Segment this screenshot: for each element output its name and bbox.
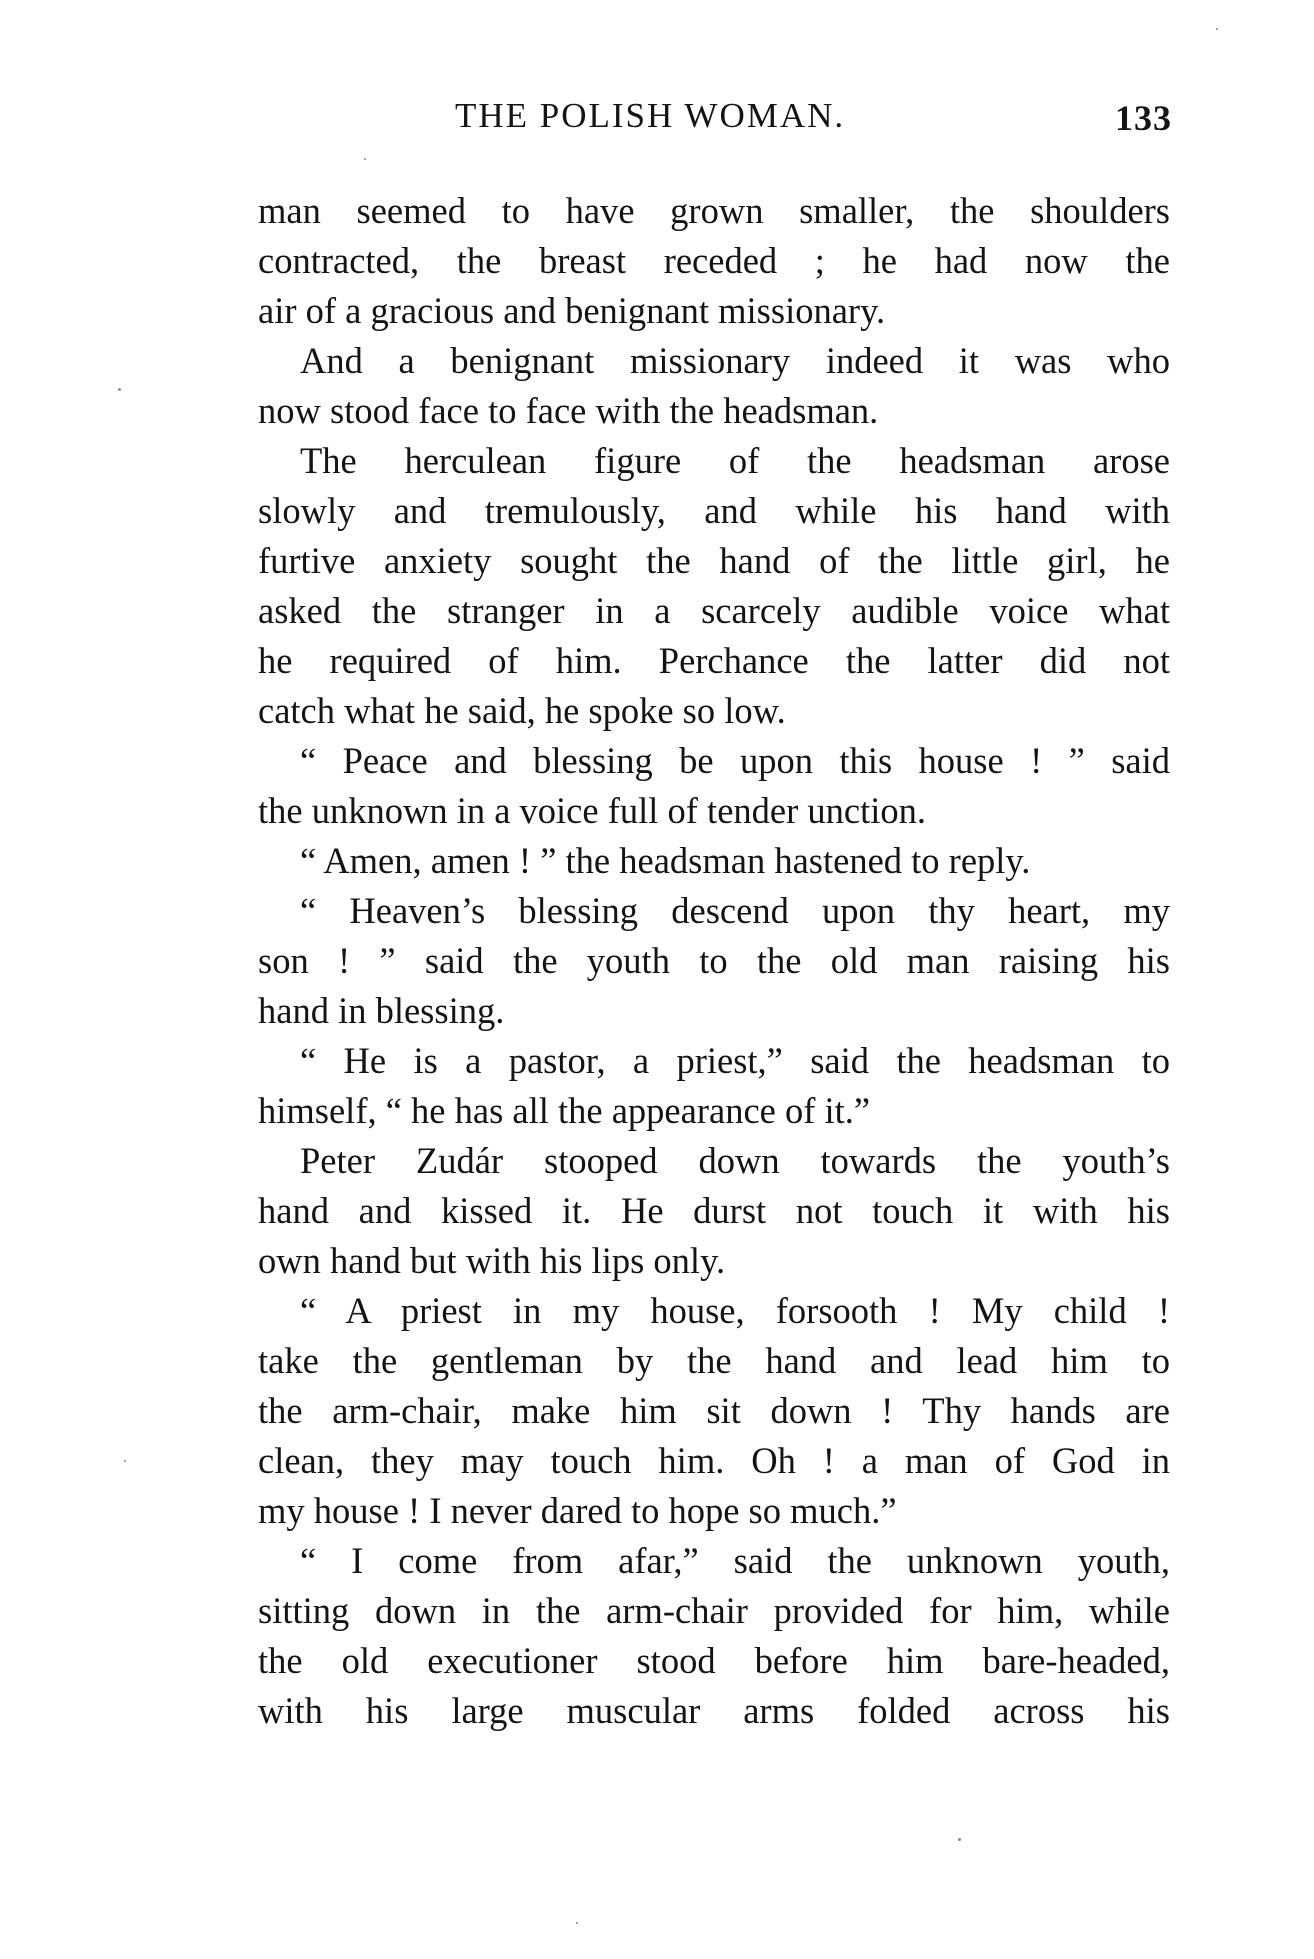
text-line: my house ! I never dared to hope so much.” — [258, 1490, 897, 1531]
text-line: contracted, the breast receded ; he had now the — [258, 240, 1170, 281]
text-line: “ A priest in my house, forsooth ! My child ! — [300, 1290, 1170, 1331]
text-line: slowly and tremulously, and while his hand with — [258, 490, 1170, 531]
scan-speck — [576, 1922, 578, 1924]
paragraph — [216, 336, 1170, 436]
text-line: “ He is a pastor, a priest,” said the headsman to — [300, 1040, 1170, 1081]
scan-speck — [118, 388, 121, 391]
text-line: he required of him. Perchance the latter did not — [258, 640, 1170, 681]
text-line: with his large muscular arms folded across his — [258, 1690, 1170, 1731]
text-line: hand in blessing. — [258, 990, 505, 1031]
text-line: asked the stranger in a scarcely audible voice what — [258, 590, 1170, 631]
paragraph — [216, 436, 1170, 736]
text-line: man seemed to have grown smaller, the shoulders — [258, 190, 1170, 231]
body-text — [216, 186, 1170, 1736]
running-head — [0, 96, 1314, 136]
paragraph — [216, 186, 1170, 336]
text-line: furtive anxiety sought the hand of the little girl, he — [258, 540, 1170, 581]
text-line: take the gentleman by the hand and lead him to — [258, 1340, 1170, 1381]
scan-speck — [958, 1838, 961, 1841]
paragraph — [216, 1286, 1170, 1536]
text-line: hand and kissed it. He durst not touch it with his — [258, 1190, 1170, 1231]
paragraph — [216, 736, 1170, 836]
text-line: himself, “ he has all the appearance of it.” — [258, 1090, 871, 1131]
text-line: own hand but with his lips only. — [258, 1240, 726, 1281]
text-line: The herculean figure of the headsman arose — [300, 440, 1170, 481]
text-line: “ Heaven’s blessing descend upon thy heart, my — [300, 890, 1170, 931]
text-line: now stood face to face with the headsman. — [258, 390, 879, 431]
text-line: “ Amen, amen ! ” the headsman hastened to reply. — [300, 840, 1031, 881]
text-line: Peter Zudár stooped down towards the youth’s — [300, 1140, 1170, 1181]
paragraph — [216, 1036, 1170, 1136]
text-line: And a benignant missionary indeed it was who — [300, 340, 1170, 381]
page-number: 133 — [1115, 98, 1172, 138]
scan-speck — [1216, 28, 1218, 30]
scan-speck — [364, 158, 366, 160]
running-title: THE POLISH WOMAN. — [455, 96, 846, 135]
paragraph — [216, 1136, 1170, 1286]
scan-speck — [124, 1460, 126, 1462]
text-line: air of a gracious and benignant missionary. — [258, 290, 886, 331]
text-line: the unknown in a voice full of tender unction. — [258, 790, 926, 831]
paragraph — [216, 1536, 1170, 1736]
text-line: son ! ” said the youth to the old man raising his — [258, 940, 1170, 981]
text-line: clean, they may touch him. Oh ! a man of God in — [258, 1440, 1170, 1481]
text-line: the arm-chair, make him sit down ! Thy hands are — [258, 1390, 1170, 1431]
text-line: catch what he said, he spoke so low. — [258, 690, 786, 731]
text-line: the old executioner stood before him bare-headed, — [258, 1640, 1170, 1681]
paragraph — [216, 886, 1170, 1036]
paragraph — [216, 836, 1170, 886]
text-line: “ I come from afar,” said the unknown youth, — [300, 1540, 1170, 1581]
text-line: sitting down in the arm-chair provided for him, while — [258, 1590, 1170, 1631]
text-line: “ Peace and blessing be upon this house ! ” said — [300, 740, 1170, 781]
